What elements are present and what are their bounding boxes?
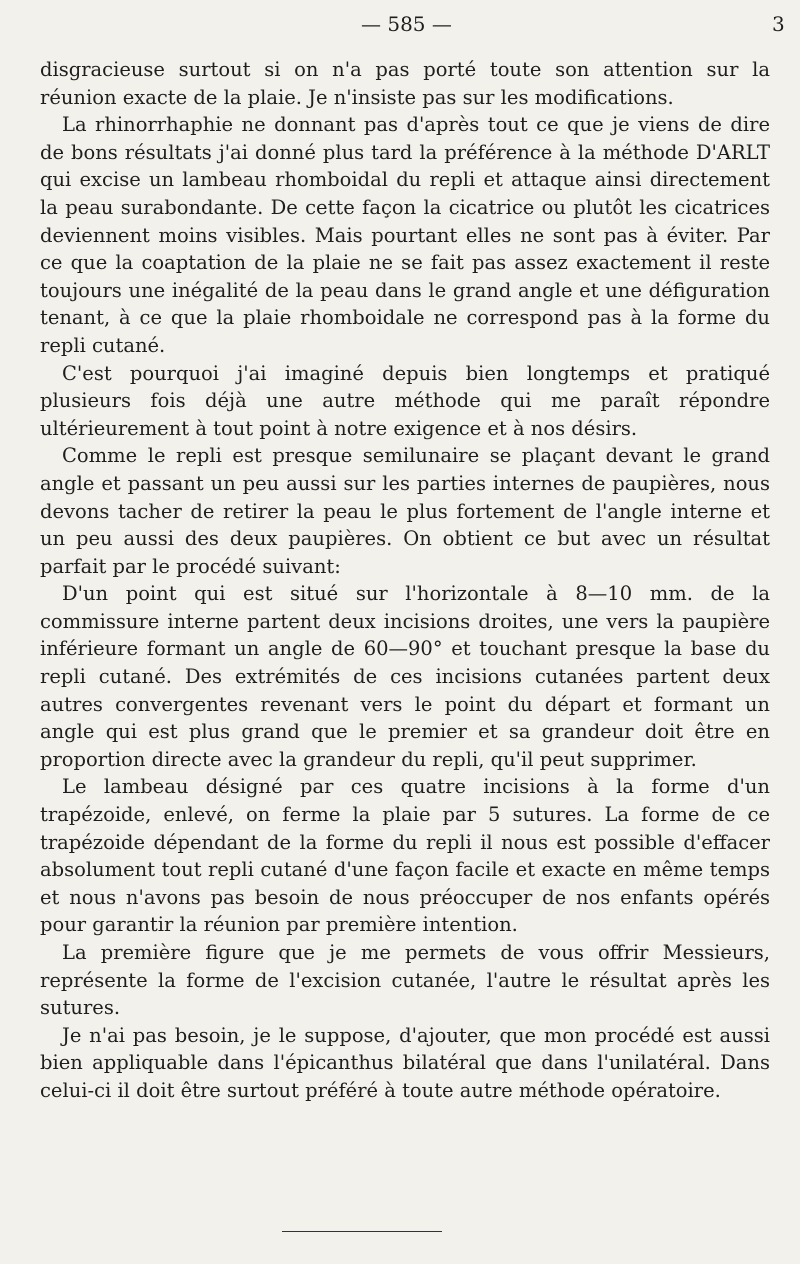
page-number: — 585 —: [361, 12, 452, 36]
paragraph: Je n'ai pas besoin, je le suppose, d'ajouter, que mon procédé est aussi bien appliquable dans l'épicanthus bilatéral que dans l'unilatéral. Dans celui-ci il doit être surtout préféré à toute autre méthode opératoire.: [40, 1023, 770, 1102]
page-header: [0, 12, 800, 42]
paragraph: Le lambeau désigné par ces quatre incisions à la forme d'un trapézoide, enlevé, on ferme la plaie par 5 sutures. La forme de ce trapézoide dépendant de la forme du repli il nous est possible d'effacer absolument tout repli cutané d'une façon facile et exacte en même temps et nous n'avons pas besoin de nous préoccuper de nos enfants opérés pour garantir la réunion par première intention.: [40, 775, 770, 937]
corner-mark: 3: [772, 12, 785, 36]
paragraph: C'est pourquoi j'ai imaginé depuis bien longtemps et pratiqué plusieurs fois déjà une autre méthode qui me paraît répondre ultérieurement à tout point à notre exigence et à nos désirs.: [40, 361, 770, 440]
paragraph: La rhinorrhaphie ne donnant pas d'après tout ce que je viens de dire de bons résultats j'ai donné plus tard la préférence à la méthode D'ARLT qui excise un lambeau rhomboidal du repli et attaque ainsi directement la peau surabondante. De cette façon la cicatrice ou plutôt les cicatrices deviennent moins visibles. Mais pourtant elles ne sont pas à éviter. Par ce que la coaptation de la plaie ne se fait pas assez exactement il reste toujours une inégalité de la peau dans le grand angle et une défiguration tenant, à ce que la plaie rhomboidale ne correspond pas à la forme du repli cutané.: [40, 113, 770, 357]
body-text: [40, 56, 770, 1105]
paragraph: disgracieuse surtout si on n'a pas porté toute son attention sur la réunion exacte de la plaie. Je n'insiste pas sur les modifications.: [40, 58, 770, 109]
paragraph: Comme le repli est presque semilunaire se plaçant devant le grand angle et passant un peu aussi sur les parties internes de paupières, nous devons tacher de retirer la peau le plus fortement de l'angle interne et un peu aussi des deux paupières. On obtient ce but avec un résultat parfait par le procédé suivant:: [40, 444, 770, 578]
paragraph: La première figure que je me permets de vous offrir Messieurs, représente la forme de l'excision cutanée, l'autre le résultat après les sutures.: [40, 941, 770, 1020]
bottom-rule: [282, 1231, 442, 1232]
paragraph: D'un point qui est situé sur l'horizontale à 8—10 mm. de la commissure interne partent deux incisions droites, une vers la paupière inférieure formant un angle de 60—90° et touchant presque la base du repli cutané. Des extrémités de ces incisions cutanées partent deux autres convergentes revenant vers le point du départ et formant un angle qui est plus grand que le premier et sa grandeur doit être en proportion directe avec la grandeur du repli, qu'il peut supprimer.: [40, 582, 770, 771]
